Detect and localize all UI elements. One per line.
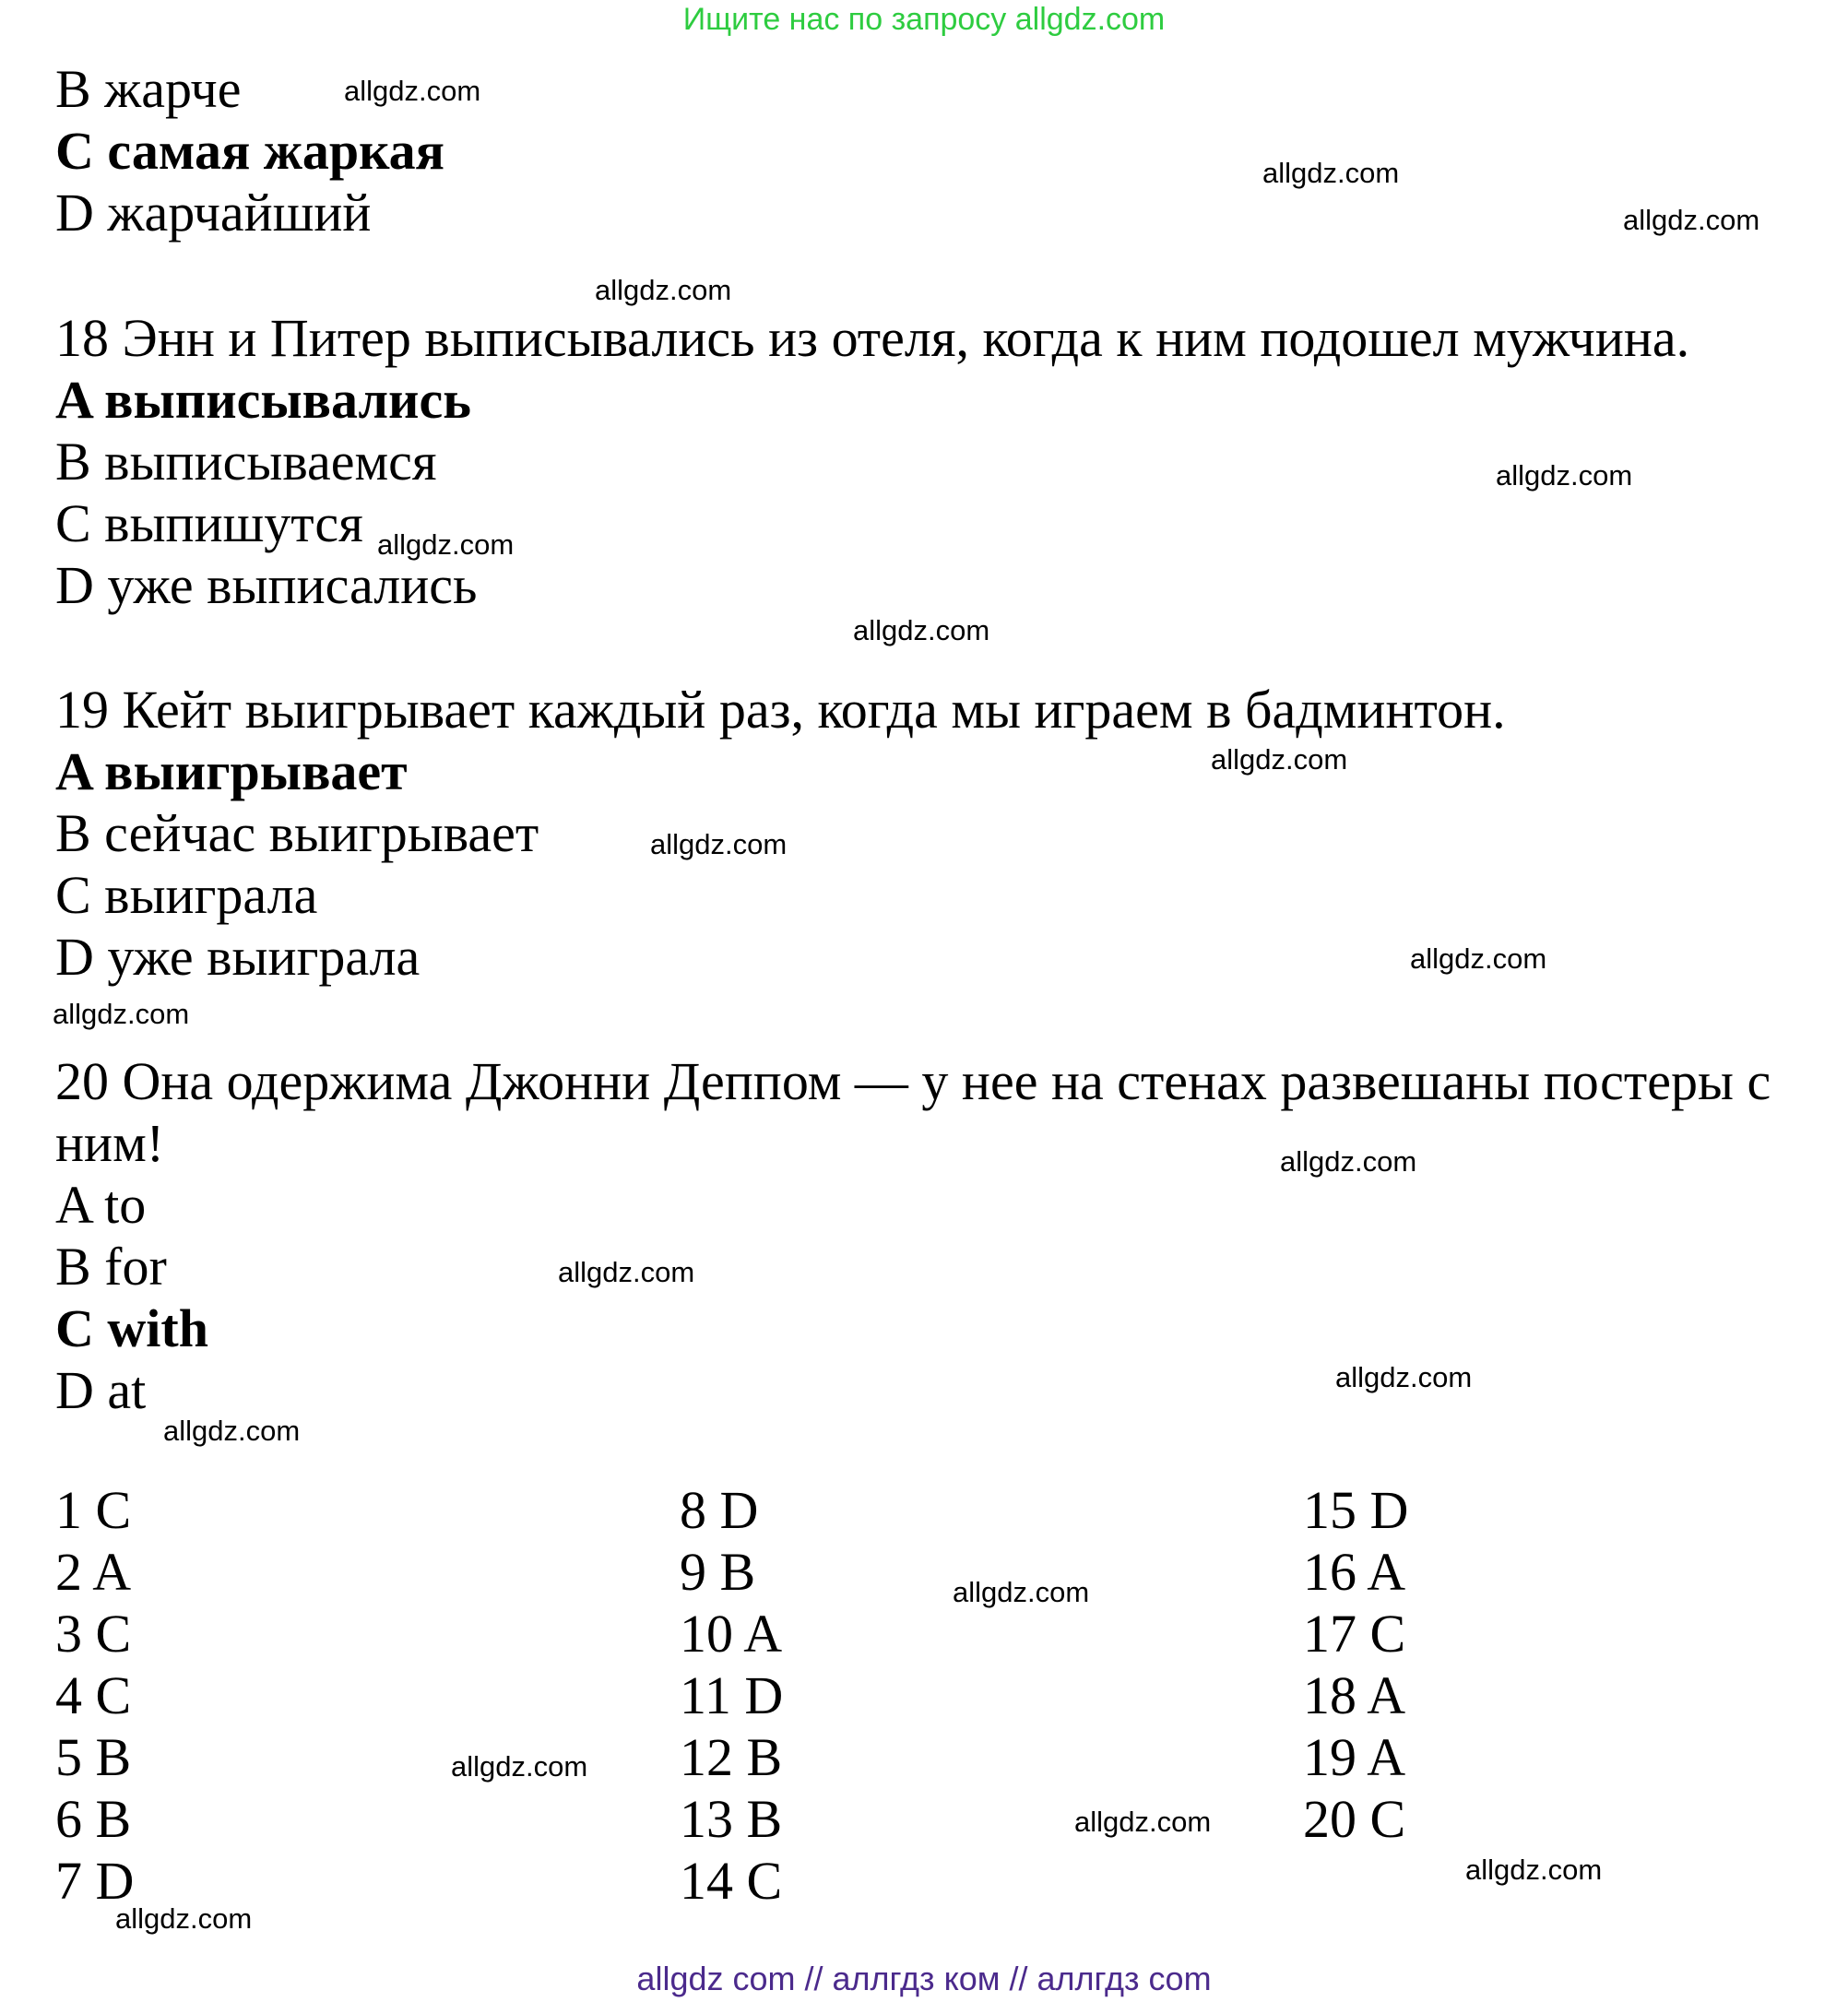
answer-key-item: 20 C (1303, 1789, 1406, 1849)
q20-option-b: B for (55, 1237, 167, 1297)
watermark: allgdz.com (1280, 1145, 1417, 1178)
answer-key-item: 2 A (55, 1542, 132, 1602)
answer-key-item: 16 A (1303, 1542, 1406, 1602)
answer-key-item: 10 A (680, 1604, 783, 1664)
q20-option-c-correct: C with (55, 1298, 208, 1358)
answer-key-item: 1 C (55, 1480, 132, 1540)
answer-key-item: 3 C (55, 1604, 132, 1664)
watermark: allgdz.com (558, 1256, 695, 1288)
q18-option-b: B выписываемся (55, 432, 437, 492)
watermark: allgdz.com (650, 828, 788, 860)
answer-key-item: 4 C (55, 1665, 132, 1725)
watermark: allgdz.com (1262, 157, 1400, 189)
answer-key-item: 15 D (1303, 1480, 1409, 1540)
answer-key-item: 14 C (680, 1851, 783, 1911)
q18-option-a-correct: A выписывались (55, 370, 471, 430)
watermark: allgdz.com (1496, 459, 1633, 492)
watermark: allgdz.com (163, 1415, 301, 1447)
watermark: allgdz.com (377, 528, 515, 561)
q19-option-d: D уже выиграла (55, 927, 421, 987)
answer-key-item: 19 A (1303, 1727, 1406, 1787)
answer-key-item: 9 B (680, 1542, 756, 1602)
watermark: allgdz.com (953, 1576, 1090, 1608)
watermark: allgdz.com (1623, 204, 1760, 236)
watermark: allgdz.com (1465, 1854, 1603, 1886)
q19-question: 19 Кейт выигрывает каждый раз, когда мы играем в бадминтон. (55, 680, 1506, 740)
watermark: allgdz.com (1074, 1806, 1212, 1838)
watermark: allgdz.com (451, 1750, 588, 1783)
q20-option-a: A to (55, 1175, 147, 1235)
watermark: allgdz.com (1410, 942, 1547, 975)
watermark: allgdz.com (595, 274, 732, 306)
q20-question-line1: 20 Она одержима Джонни Деппом — у нее на стенах развешаны постеры с (55, 1051, 1771, 1111)
q17-option-c-correct: C самая жаркая (55, 121, 445, 181)
q17-option-d: D жарчайший (55, 183, 372, 243)
answer-key-item: 18 A (1303, 1665, 1406, 1725)
watermark: allgdz.com (853, 614, 990, 646)
q19-option-c: C выиграла (55, 865, 318, 925)
answer-key-item: 17 C (1303, 1604, 1406, 1664)
answer-key-item: 6 B (55, 1789, 132, 1849)
answer-key-item: 13 B (680, 1789, 783, 1849)
q18-question: 18 Энн и Питер выписывались из отеля, когда к ним подошел мужчина. (55, 308, 1690, 368)
q19-option-a-correct: A выигрывает (55, 741, 408, 801)
footer-links: allgdz com // аллгдз ком // аллгдз com (636, 1960, 1212, 1997)
q20-question-line2: ним! (55, 1113, 165, 1173)
q19-option-b: B сейчас выигрывает (55, 803, 539, 863)
watermark: allgdz.com (1211, 743, 1348, 776)
watermark: allgdz.com (1335, 1361, 1473, 1393)
top-banner: Ищите нас по запросу allgdz.com (682, 2, 1166, 37)
answer-key-item: 7 D (55, 1851, 135, 1911)
watermark: allgdz.com (344, 75, 481, 107)
answer-key-item: 11 D (680, 1665, 784, 1725)
answer-key-item: 12 B (680, 1727, 783, 1787)
answer-key-item: 5 B (55, 1727, 132, 1787)
q20-option-d: D at (55, 1360, 147, 1420)
answer-key-item: 8 D (680, 1480, 759, 1540)
watermark: allgdz.com (115, 1902, 253, 1935)
q18-option-c: C выпишутся (55, 493, 363, 553)
watermark: allgdz.com (53, 998, 190, 1030)
q18-option-d: D уже выписались (55, 555, 478, 615)
q17-option-b: B жарче (55, 59, 242, 119)
